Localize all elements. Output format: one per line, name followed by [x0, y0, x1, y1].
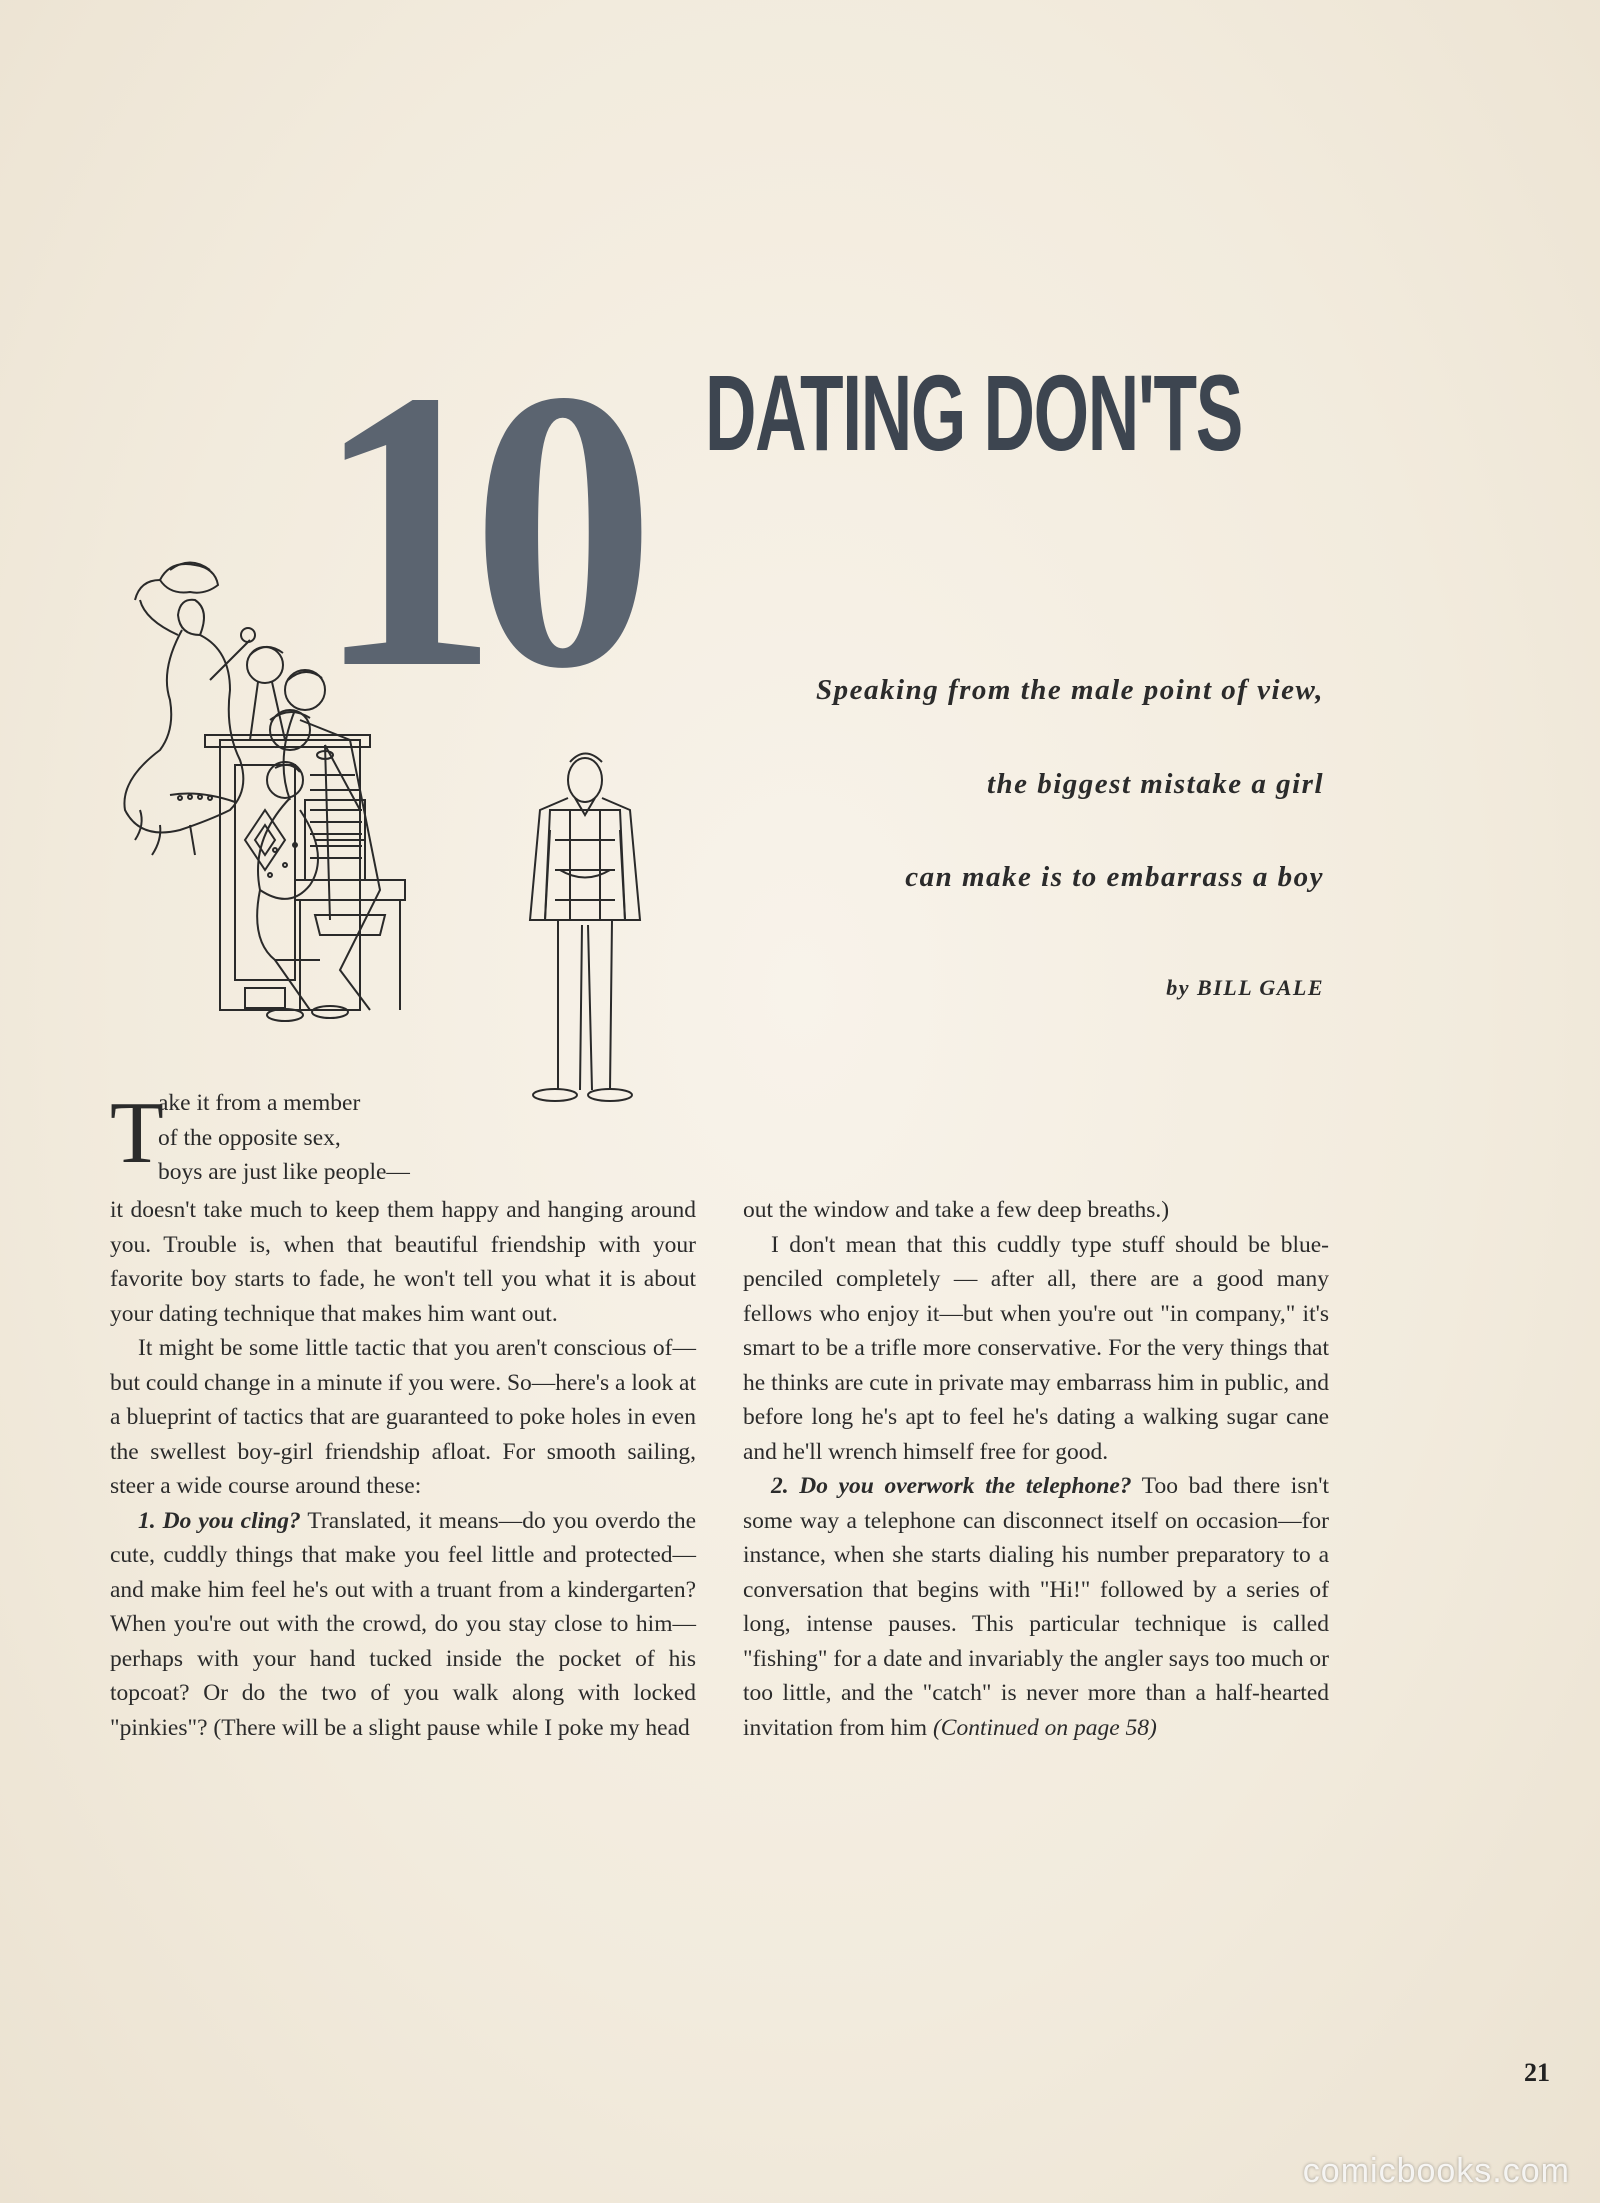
continued-note: (Continued on page 58) — [932, 1714, 1157, 1741]
article-column-left — [110, 1193, 696, 1745]
intro-line-2: of the opposite sex, — [158, 1124, 341, 1151]
right-paragraph-1: out the window and take a few deep breaths.) — [743, 1197, 1170, 1223]
drop-cap: T — [110, 1085, 164, 1182]
point-text-1: Translated, it means—do you overdo the cute, cuddly things that make you feel little and protected—and make him feel he's out with a truant from a kindergarten? When you're out with the crowd, do you stay close to him—perhaps with your hand tucked inside the pocket of his topcoat? Or do the two of you walk along with locked "pinkies"? (There will be a slight pause while I poke my head — [110, 1507, 696, 1741]
deck-line-3: can make is to embarrass a boy — [905, 861, 1324, 893]
standing-boy-drawing — [530, 754, 640, 1102]
byline: by BILL GALE — [1166, 975, 1324, 1000]
page-number: 21 — [1524, 2058, 1550, 2087]
deck-line-1: Speaking from the male point of view, — [816, 674, 1324, 706]
left-paragraph-3 — [110, 1504, 696, 1746]
intro-line-3: boys are just like people— — [158, 1159, 410, 1185]
illustration-piano-scene — [100, 540, 660, 1130]
point-text-2: Too bad there isn't some way a telephone can disconnect itself on occasion—for instance, when she starts dialing his number preparatory to a conversation that begins with "Hi!" followed by a series of long, intense pauses. This particular technique is called "fishing" for a date and invariably the angler says too much or too little, and the "catch" is never more than a half-hearted invitation from him — [743, 1473, 1329, 1741]
point-heading-1: 1. Do you cling? — [138, 1507, 301, 1534]
right-paragraph-3 — [743, 1469, 1329, 1745]
deck-line-2: the biggest mistake a girl — [986, 768, 1324, 800]
intro-line-1: ake it from a member — [158, 1090, 361, 1116]
headline-title: DATING DON'TS — [705, 352, 1243, 473]
piano-drawing — [205, 735, 405, 1010]
right-paragraph-2: I don't mean that this cuddly type stuff should be blue-penciled completely — after all, there are a good many fellows who enjoy it—but when you're out "in company," it's smart to be a trifle more conservative. For the very things that he thinks are cute in private may embarrass him in public, and before long he's apt to feel he's dating a walking sugar cane and he'll wrench himself free for good. — [743, 1231, 1329, 1465]
watermark: comicbooks.com — [1302, 2152, 1570, 2190]
headline-number: 10 — [315, 308, 628, 751]
point-heading-2: 2. Do you overwork the telephone? — [771, 1473, 1132, 1499]
intro-lines — [158, 1090, 410, 1194]
article-column-right — [743, 1193, 1329, 1745]
left-paragraph-2: It might be some little tactic that you aren't conscious of—but could change in a minute if you were. So—here's a look at a blueprint of tactics that are guaranteed to poke holes in even the swellest boy-girl friendship afloat. For smooth sailing, steer a wide course around these: — [110, 1335, 696, 1499]
left-paragraph-1: it doesn't take much to keep them happy and hanging around you. Trouble is, when that beautiful friendship with your favorite boy starts to fade, he won't tell you what it is about your dating technique that makes him want out. — [110, 1197, 696, 1327]
